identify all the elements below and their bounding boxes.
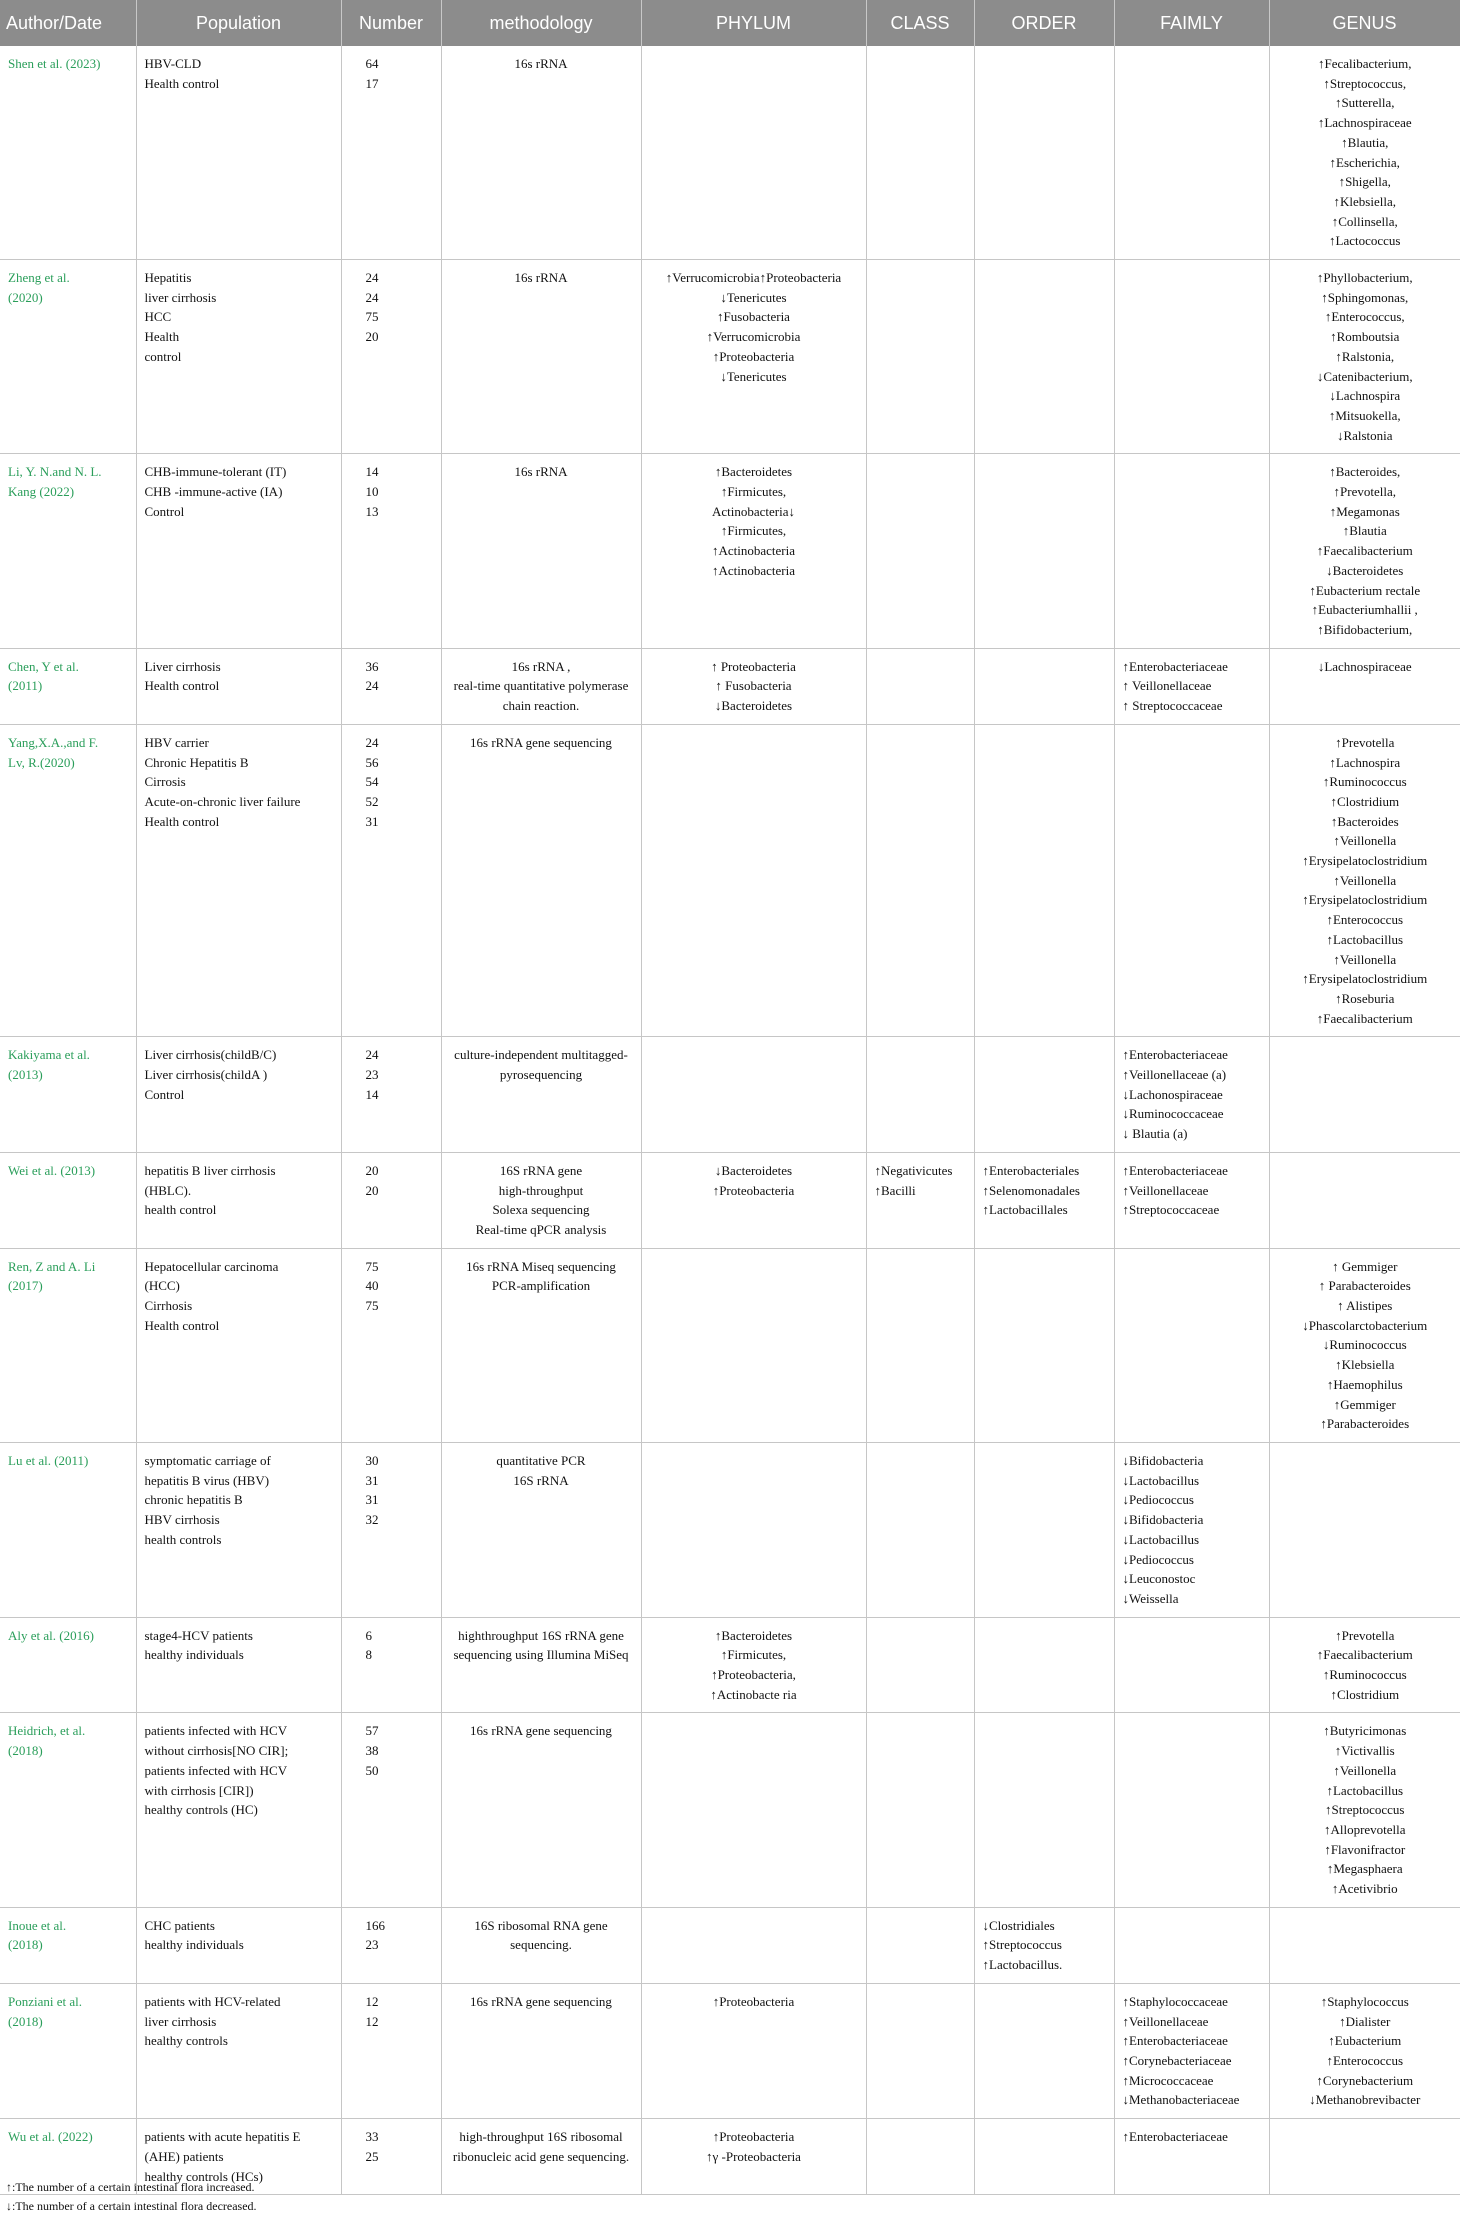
cell-family (1114, 1713, 1269, 1907)
table-row (0, 260, 1460, 454)
cell-class (866, 1443, 974, 1618)
cell-genus (1269, 1443, 1460, 1618)
cell-author: Ren, Z and A. Li (2017) (0, 1248, 136, 1442)
cell-author: Heidrich, et al. (2018) (0, 1713, 136, 1907)
cell-population: HBV-CLD Health control (136, 46, 341, 260)
header-number: Number (341, 0, 441, 46)
cell-method: 16S ribosomal RNA gene sequencing. (441, 1907, 641, 1983)
cell-order (974, 46, 1114, 260)
cell-phylum: ↓Bacteroidetes ↑Proteobacteria (641, 1152, 866, 1248)
table-row (0, 1617, 1460, 1713)
header-genus: GENUS (1269, 0, 1460, 46)
cell-number: 24 24 75 20 (341, 260, 441, 454)
cell-population: CHC patients healthy individuals (136, 1907, 341, 1983)
footnote-decrease: ↓:The number of a certain intestinal flora decreased. (6, 2199, 257, 2213)
table-row (0, 648, 1460, 724)
cell-order (974, 1037, 1114, 1153)
cell-order (974, 2119, 1114, 2195)
cell-phylum (641, 1248, 866, 1442)
cell-method: 16s rRNA (441, 454, 641, 648)
header-family: FAIMLY (1114, 0, 1269, 46)
cell-class (866, 648, 974, 724)
cell-genus (1269, 1907, 1460, 1983)
cell-method: highthroughput 16S rRNA gene sequencing using Illumina MiSeq (441, 1617, 641, 1713)
cell-phylum: ↑ Proteobacteria ↑ Fusobacteria ↓Bacteroidetes (641, 648, 866, 724)
cell-order: ↑Enterobacteriales ↑Selenomonadales ↑Lactobacillales (974, 1152, 1114, 1248)
cell-family: ↑Enterobacteriaceae ↑ Veillonellaceae ↑ Streptococcaceae (1114, 648, 1269, 724)
cell-order (974, 724, 1114, 1037)
cell-author: Yang,X.A.,and F. Lv, R.(2020) (0, 724, 136, 1037)
table-row (0, 1713, 1460, 1907)
cell-phylum: ↑Bacteroidetes ↑Firmicutes, ↑Proteobacteria, ↑Actinobacte ria (641, 1617, 866, 1713)
header-author: Author/Date (0, 0, 136, 46)
cell-method: culture-independent multitagged- pyrosequencing (441, 1037, 641, 1153)
cell-genus: ↑Prevotella ↑Faecalibacterium ↑Ruminococcus ↑Clostridium (1269, 1617, 1460, 1713)
table-body (0, 46, 1460, 2195)
cell-phylum: ↑Proteobacteria ↑γ -Proteobacteria (641, 2119, 866, 2195)
cell-number: 64 17 (341, 46, 441, 260)
cell-method: 16s rRNA (441, 260, 641, 454)
cell-phylum: ↑Verrucomicrobia↑Proteobacteria ↓Tenericutes ↑Fusobacteria ↑Verrucomicrobia ↑Proteobacteria ↓Tenericutes (641, 260, 866, 454)
cell-author: Wei et al. (2013) (0, 1152, 136, 1248)
cell-method: 16s rRNA (441, 46, 641, 260)
cell-genus (1269, 1152, 1460, 1248)
cell-genus: ↑Bacteroides, ↑Prevotella, ↑Megamonas ↑Blautia ↑Faecalibacterium ↓Bacteroidetes ↑Eubacterium rectale ↑Eubacteriumhallii , ↑Bifidobacterium, (1269, 454, 1460, 648)
cell-phylum (641, 1907, 866, 1983)
cell-order: ↓Clostridiales ↑Streptococcus ↑Lactobacillus. (974, 1907, 1114, 1983)
cell-order (974, 1983, 1114, 2118)
cell-population: stage4-HCV patients healthy individuals (136, 1617, 341, 1713)
footnote-increase: ↑:The number of a certain intestinal flora increased. (6, 2180, 255, 2194)
cell-family (1114, 1248, 1269, 1442)
cell-class (866, 2119, 974, 2195)
header-methodology: methodology (441, 0, 641, 46)
cell-number: 33 25 (341, 2119, 441, 2195)
cell-population: CHB-immune-tolerant (IT) CHB -immune-active (IA) Control (136, 454, 341, 648)
cell-order (974, 1713, 1114, 1907)
cell-genus: ↑Butyricimonas ↑Victivallis ↑Veillonella ↑Lactobacillus ↑Streptococcus ↑Alloprevotella ↑Flavonifractor ↑Megasphaera ↑Acetivibrio (1269, 1713, 1460, 1907)
cell-class (866, 454, 974, 648)
cell-genus (1269, 2119, 1460, 2195)
cell-order (974, 260, 1114, 454)
cell-class (866, 1248, 974, 1442)
cell-author: Ponziani et al. (2018) (0, 1983, 136, 2118)
cell-method: 16s rRNA gene sequencing (441, 1713, 641, 1907)
cell-number: 14 10 13 (341, 454, 441, 648)
cell-family: ↑Enterobacteriaceae ↑Veillonellaceae ↑Streptococcaceae (1114, 1152, 1269, 1248)
header-class: CLASS (866, 0, 974, 46)
cell-author: Chen, Y et al. (2011) (0, 648, 136, 724)
cell-order (974, 648, 1114, 724)
cell-author: Lu et al. (2011) (0, 1443, 136, 1618)
cell-method: 16s rRNA gene sequencing (441, 1983, 641, 2118)
cell-family (1114, 260, 1269, 454)
cell-family (1114, 1617, 1269, 1713)
cell-class (866, 1037, 974, 1153)
cell-method: 16s rRNA , real-time quantitative polymerase chain reaction. (441, 648, 641, 724)
cell-genus: ↑ Gemmiger ↑ Parabacteroides ↑ Alistipes ↓Phascolarctobacterium ↓Ruminococcus ↑Klebsiella ↑Haemophilus ↑Gemmiger ↑Parabacteroides (1269, 1248, 1460, 1442)
cell-family: ↑Enterobacteriaceae (1114, 2119, 1269, 2195)
cell-phylum (641, 1443, 866, 1618)
cell-author: Kakiyama et al. (2013) (0, 1037, 136, 1153)
cell-number: 57 38 50 (341, 1713, 441, 1907)
cell-family (1114, 454, 1269, 648)
cell-phylum (641, 46, 866, 260)
table-row (0, 46, 1460, 260)
cell-phylum: ↑Proteobacteria (641, 1983, 866, 2118)
cell-method: quantitative PCR 16S rRNA (441, 1443, 641, 1618)
cell-family (1114, 46, 1269, 260)
cell-order (974, 1617, 1114, 1713)
cell-population: Hepatocellular carcinoma (HCC) Cirrhosis Health control (136, 1248, 341, 1442)
cell-order (974, 1248, 1114, 1442)
cell-method: 16S rRNA gene high-throughput Solexa sequencing Real-time qPCR analysis (441, 1152, 641, 1248)
cell-order (974, 454, 1114, 648)
cell-phylum (641, 1713, 866, 1907)
table-row (0, 1983, 1460, 2118)
cell-genus: ↓Lachnospiraceae (1269, 648, 1460, 724)
cell-author: Wu et al. (2022) (0, 2119, 136, 2195)
cell-population: hepatitis B liver cirrhosis (HBLC). health control (136, 1152, 341, 1248)
cell-family (1114, 1907, 1269, 1983)
cell-population: patients infected with HCV without cirrhosis[NO CIR]; patients infected with HCV with cirrhosis [CIR]) healthy controls (HC) (136, 1713, 341, 1907)
header-order: ORDER (974, 0, 1114, 46)
cell-family: ↑Enterobacteriaceae ↑Veillonellaceae (a) ↓Lachonospiraceae ↓Ruminococcaceae ↓ Blautia (a) (1114, 1037, 1269, 1153)
cell-family (1114, 724, 1269, 1037)
table-row (0, 454, 1460, 648)
header-phylum: PHYLUM (641, 0, 866, 46)
table-row (0, 1037, 1460, 1153)
cell-number: 12 12 (341, 1983, 441, 2118)
cell-class: ↑Negativicutes ↑Bacilli (866, 1152, 974, 1248)
cell-author: Inoue et al. (2018) (0, 1907, 136, 1983)
table-row (0, 1907, 1460, 1983)
cell-author: Li, Y. N.and N. L. Kang (2022) (0, 454, 136, 648)
cell-class (866, 1983, 974, 2118)
cell-population: Liver cirrhosis Health control (136, 648, 341, 724)
cell-family: ↓Bifidobacteria ↓Lactobacillus ↓Pediococcus ↓Bifidobacteria ↓Lactobacillus ↓Pediococcus ↓Leuconostoc ↓Weissella (1114, 1443, 1269, 1618)
cell-class (866, 724, 974, 1037)
cell-author: Zheng et al. (2020) (0, 260, 136, 454)
cell-number: 166 23 (341, 1907, 441, 1983)
cell-phylum (641, 1037, 866, 1153)
cell-population: Hepatitis liver cirrhosis HCC Health control (136, 260, 341, 454)
cell-class (866, 260, 974, 454)
table-row (0, 724, 1460, 1037)
cell-class (866, 1617, 974, 1713)
cell-population: HBV carrier Chronic Hepatitis B Cirrosis Acute-on-chronic liver failure Health control (136, 724, 341, 1037)
table-row (0, 1152, 1460, 1248)
cell-number: 24 56 54 52 31 (341, 724, 441, 1037)
cell-class (866, 46, 974, 260)
cell-method: high-throughput 16S ribosomal ribonucleic acid gene sequencing. (441, 2119, 641, 2195)
cell-number: 24 23 14 (341, 1037, 441, 1153)
table-row (0, 1248, 1460, 1442)
cell-number: 20 20 (341, 1152, 441, 1248)
cell-class (866, 1713, 974, 1907)
cell-phylum: ↑Bacteroidetes ↑Firmicutes, Actinobacteria↓ ↑Firmicutes, ↑Actinobacteria ↑Actinobacteria (641, 454, 866, 648)
table-row (0, 1443, 1460, 1618)
cell-number: 75 40 75 (341, 1248, 441, 1442)
header-row (0, 0, 1460, 46)
cell-genus: ↑Fecalibacterium, ↑Streptococcus, ↑Sutterella, ↑Lachnospiraceae ↑Blautia, ↑Escherichia, ↑Shigella, ↑Klebsiella, ↑Collinsella, ↑Lactococcus (1269, 46, 1460, 260)
cell-author: Aly et al. (2016) (0, 1617, 136, 1713)
cell-population: patients with acute hepatitis E (AHE) patients healthy controls (HCs) (136, 2119, 341, 2195)
cell-population: Liver cirrhosis(childB/C) Liver cirrhosis(childA ) Control (136, 1037, 341, 1153)
cell-method: 16s rRNA Miseq sequencing PCR-amplification (441, 1248, 641, 1442)
cell-population: patients with HCV-related liver cirrhosis healthy controls (136, 1983, 341, 2118)
cell-method: 16s rRNA gene sequencing (441, 724, 641, 1037)
cell-genus: ↑Prevotella ↑Lachnospira ↑Ruminococcus ↑Clostridium ↑Bacteroides ↑Veillonella ↑Erysipelatoclostridium ↑Veillonella ↑Erysipelatoclostridium ↑Enterococcus ↑Lactobacillus ↑Veillonella ↑Erysipelatoclostridium ↑Roseburia ↑Faecalibacterium (1269, 724, 1460, 1037)
cell-family: ↑Staphylococcaceae ↑Veillonellaceae ↑Enterobacteriaceae ↑Corynebacteriaceae ↑Micrococcaceae ↓Methanobacteriaceae (1114, 1983, 1269, 2118)
cell-number: 6 8 (341, 1617, 441, 1713)
header-population: Population (136, 0, 341, 46)
cell-genus: ↑Staphylococcus ↑Dialister ↑Eubacterium ↑Enterococcus ↑Corynebacterium ↓Methanobrevibacter (1269, 1983, 1460, 2118)
cell-number: 36 24 (341, 648, 441, 724)
cell-number: 30 31 31 32 (341, 1443, 441, 1618)
cell-phylum (641, 724, 866, 1037)
cell-author: Shen et al. (2023) (0, 46, 136, 260)
cell-class (866, 1907, 974, 1983)
cell-order (974, 1443, 1114, 1618)
cell-genus: ↑Phyllobacterium, ↑Sphingomonas, ↑Enterococcus, ↑Romboutsia ↑Ralstonia, ↓Catenibacterium, ↓Lachnospira ↑Mitsuokella, ↓Ralstonia (1269, 260, 1460, 454)
cell-population: symptomatic carriage of hepatitis B virus (HBV) chronic hepatitis B HBV cirrhosis health controls (136, 1443, 341, 1618)
cell-genus (1269, 1037, 1460, 1153)
